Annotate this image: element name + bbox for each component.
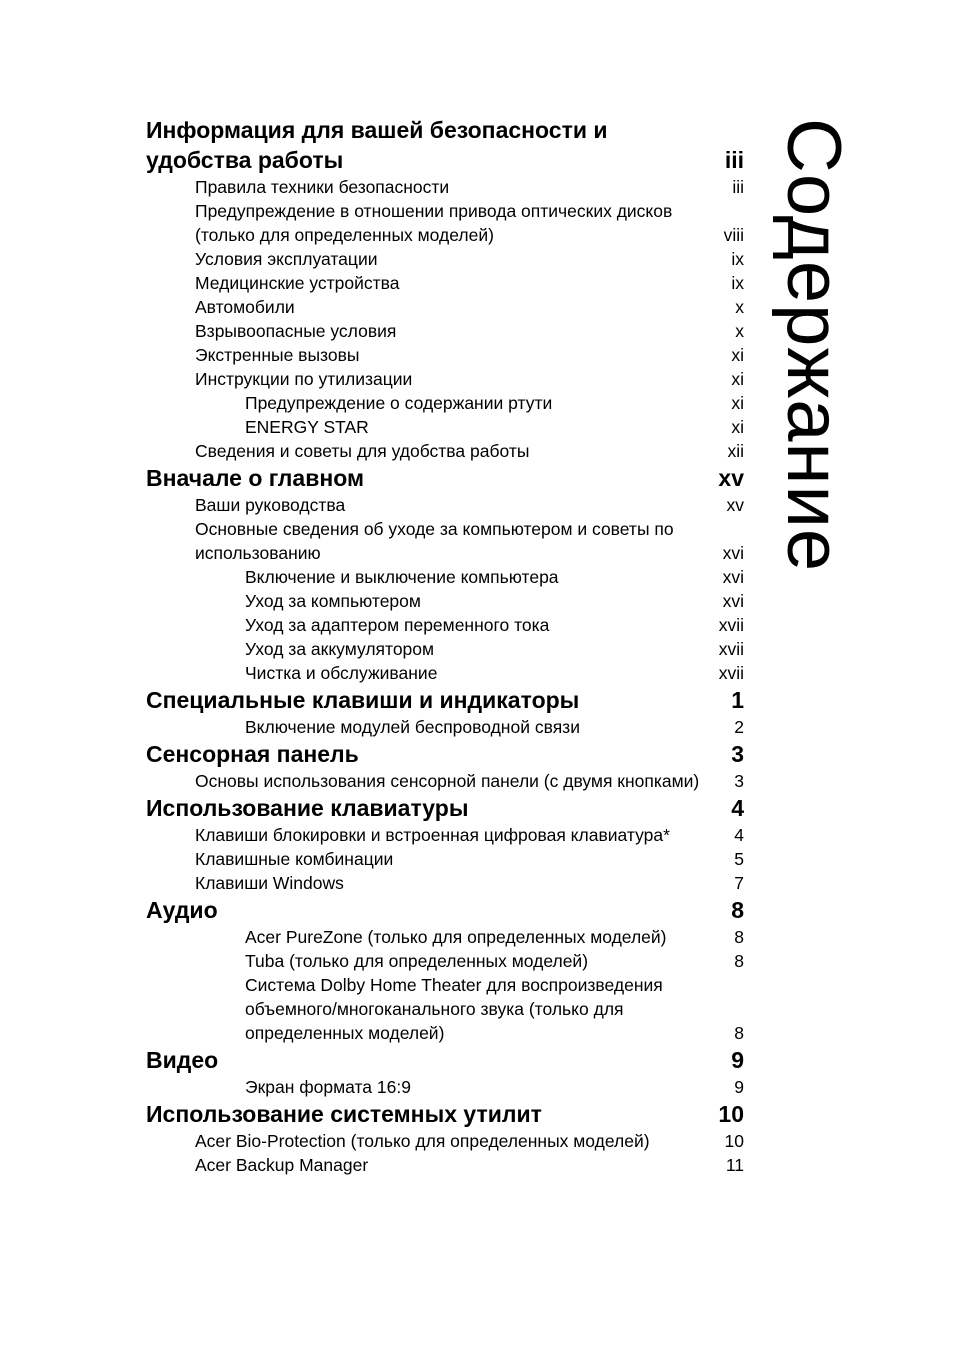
toc-entry-title: Экран формата 16:9: [245, 1077, 411, 1097]
toc-entry-page: xvi: [722, 567, 744, 587]
toc-section-entry[interactable]: [146, 247, 744, 271]
toc-entry-title: Чистка и обслуживание: [245, 663, 438, 683]
toc-entry-page: 11: [725, 1155, 744, 1175]
toc-entry-title: Специальные клавиши и индикаторы: [146, 687, 580, 713]
toc-section-entry[interactable]: [146, 271, 744, 295]
toc-entry-title: Сведения и советы для удобства работы: [195, 441, 530, 461]
toc-entry-title: Tuba (только для определенных моделей): [245, 951, 589, 971]
toc-entry-page: 8: [734, 1023, 744, 1043]
toc-section-entry[interactable]: [146, 439, 744, 463]
toc-entry-title: Взрывоопасные условия: [195, 321, 397, 341]
toc-entry-page: viii: [723, 225, 744, 245]
toc-entry-title: Условия эксплуатации: [195, 249, 378, 269]
toc-entry-page: xvii: [718, 663, 744, 683]
toc-entry-title: Уход за адаптером переменного тока: [245, 615, 550, 635]
toc-section-entry[interactable]: [146, 973, 744, 1045]
toc-entry-page: 8: [734, 927, 744, 947]
toc-section-entry[interactable]: [146, 517, 744, 565]
toc-entry-title: Система Dolby Home Theater для воспроизведения объемного/многоканального звука (только для определенных моделей): [245, 975, 663, 1043]
toc-entry-title: Информация для вашей безопасности и удобства работы: [146, 117, 608, 173]
toc-section-entry[interactable]: [146, 847, 744, 871]
toc-entry-title: Ваши руководства: [195, 495, 346, 515]
toc-section-entry[interactable]: [146, 295, 744, 319]
toc-chapter-entry[interactable]: [146, 895, 744, 925]
toc-chapter-entry[interactable]: [146, 739, 744, 769]
toc-section-entry[interactable]: [146, 367, 744, 391]
toc-section-entry[interactable]: [146, 823, 744, 847]
toc-entry-page: xvii: [718, 615, 744, 635]
toc-entry-page: 8: [731, 897, 744, 923]
section-side-title: Содержание: [771, 118, 856, 573]
toc-section-entry[interactable]: [146, 1075, 744, 1099]
toc-chapter-entry[interactable]: [146, 463, 744, 493]
toc-entry-title: Предупреждение о содержании ртути: [245, 393, 553, 413]
toc-entry-title: Экстренные вызовы: [195, 345, 360, 365]
toc-entry-title: Предупреждение в отношении привода оптических дисков (только для определенных моделей): [195, 201, 673, 245]
toc-entry-title: Правила техники безопасности: [195, 177, 450, 197]
toc-section-entry[interactable]: [146, 391, 744, 415]
toc-entry-title: Использование клавиатуры: [146, 795, 469, 821]
toc-entry-page: ix: [731, 249, 744, 269]
toc-entry-page: 8: [734, 951, 744, 971]
toc-section-entry[interactable]: [146, 1153, 744, 1177]
toc-entry-page: iii: [732, 177, 744, 197]
toc-entry-title: Уход за аккумулятором: [245, 639, 435, 659]
toc-entry-title: Использование системных утилит: [146, 1101, 542, 1127]
toc-entry-title: Автомобили: [195, 297, 295, 317]
toc-chapter-entry[interactable]: [146, 793, 744, 823]
toc-entry-page: 4: [734, 825, 744, 845]
table-of-contents: [146, 115, 744, 1177]
toc-entry-page: 3: [734, 771, 744, 791]
toc-entry-page: 9: [731, 1047, 744, 1073]
toc-section-entry[interactable]: [146, 199, 744, 247]
toc-section-entry[interactable]: [146, 637, 744, 661]
toc-entry-title: Клавишные комбинации: [195, 849, 394, 869]
toc-chapter-entry[interactable]: [146, 1045, 744, 1075]
toc-entry-page: 9: [734, 1077, 744, 1097]
toc-entry-page: 3: [731, 741, 744, 767]
toc-entry-page: xv: [718, 465, 744, 491]
toc-section-entry[interactable]: [146, 661, 744, 685]
toc-chapter-entry[interactable]: [146, 685, 744, 715]
toc-entry-title: Основы использования сенсорной панели (с двумя кнопками): [195, 771, 700, 791]
toc-entry-title: Включение и выключение компьютера: [245, 567, 559, 587]
toc-section-entry[interactable]: [146, 565, 744, 589]
toc-entry-page: xi: [731, 393, 744, 413]
toc-entry-title: Уход за компьютером: [245, 591, 421, 611]
toc-entry-title: Acer PureZone (только для определенных моделей): [245, 927, 667, 947]
toc-entry-title: Видео: [146, 1047, 219, 1073]
toc-entry-page: 7: [734, 873, 744, 893]
toc-entry-page: x: [735, 297, 744, 317]
toc-section-entry[interactable]: [146, 175, 744, 199]
toc-entry-page: 4: [731, 795, 744, 821]
toc-entry-page: xi: [731, 417, 744, 437]
toc-section-entry[interactable]: [146, 925, 744, 949]
toc-entry-page: 10: [724, 1131, 744, 1151]
toc-section-entry[interactable]: [146, 319, 744, 343]
toc-entry-page: xi: [731, 369, 744, 389]
toc-entry-title: Аудио: [146, 897, 218, 923]
toc-entry-page: 2: [734, 717, 744, 737]
toc-section-entry[interactable]: [146, 715, 744, 739]
toc-entry-title: Включение модулей беспроводной связи: [245, 717, 580, 737]
toc-entry-page: 10: [718, 1101, 744, 1127]
toc-entry-title: Медицинские устройства: [195, 273, 400, 293]
toc-entry-title: Клавиши Windows: [195, 873, 344, 893]
toc-section-entry[interactable]: [146, 343, 744, 367]
toc-entry-page: xvii: [718, 639, 744, 659]
toc-entry-title: ENERGY STAR: [245, 417, 369, 437]
toc-section-entry[interactable]: [146, 871, 744, 895]
toc-section-entry[interactable]: [146, 613, 744, 637]
toc-chapter-entry[interactable]: [146, 1099, 744, 1129]
toc-entry-title: Acer Bio-Protection (только для определенных моделей): [195, 1131, 650, 1151]
toc-section-entry[interactable]: [146, 415, 744, 439]
toc-section-entry[interactable]: [146, 769, 744, 793]
toc-entry-page: xv: [726, 495, 744, 515]
toc-entry-page: iii: [724, 147, 744, 173]
toc-entry-page: xvi: [722, 543, 744, 563]
toc-section-entry[interactable]: [146, 1129, 744, 1153]
toc-entry-page: xi: [731, 345, 744, 365]
toc-entry-page: x: [735, 321, 744, 341]
toc-entry-title: Сенсорная панель: [146, 741, 359, 767]
toc-entry-title: Acer Backup Manager: [195, 1155, 369, 1175]
toc-section-entry[interactable]: [146, 493, 744, 517]
toc-entry-title: Инструкции по утилизации: [195, 369, 413, 389]
toc-entry-page: ix: [731, 273, 744, 293]
toc-entry-page: xvi: [722, 591, 744, 611]
toc-entry-page: 5: [734, 849, 744, 869]
toc-entry-page: 1: [731, 687, 744, 713]
toc-entry-title: Клавиши блокировки и встроенная цифровая клавиатура*: [195, 825, 670, 845]
toc-entry-page: xii: [727, 441, 744, 461]
toc-section-entry[interactable]: [146, 589, 744, 613]
toc-entry-title: Вначале о главном: [146, 465, 364, 491]
toc-entry-title: Основные сведения об уходе за компьютером и советы по использованию: [195, 519, 674, 563]
toc-chapter-entry[interactable]: [146, 115, 744, 175]
toc-section-entry[interactable]: [146, 949, 744, 973]
